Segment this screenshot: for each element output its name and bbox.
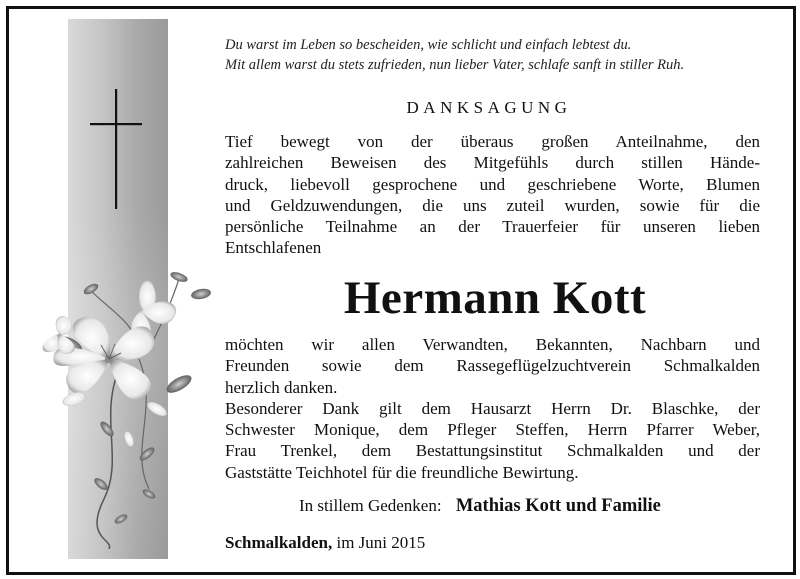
- memorial-verse: [225, 35, 765, 75]
- closing-line: [299, 496, 661, 517]
- text-line: Entschlafenen: [225, 238, 322, 258]
- notice-date: im Juni 2015: [336, 533, 426, 552]
- closing-prefix: In stillem Gedenken:: [299, 496, 442, 515]
- text-line: Tief bewegt von der überaus großen Anteilnahme, den: [225, 132, 760, 151]
- text-line: Freunden sowie dem Rassegeflügelzuchtverein Schmalkalden: [225, 356, 760, 376]
- thanks-paragraph-intro: [225, 131, 760, 259]
- text-line: und Geldzuwendungen, die uns zuteil wurden, sowie für die: [225, 195, 760, 215]
- obituary-notice: [6, 6, 796, 575]
- text-line: druck, liebevoll gesprochene und geschriebene Worte, Blumen: [225, 174, 760, 194]
- mourning-family: Mathias Kott und Familie: [455, 496, 661, 516]
- text-line: möchten wir allen Verwandten, Bekannten, Nachbarn und: [225, 335, 760, 354]
- thanks-paragraph-body: [225, 334, 760, 483]
- place-and-date: [225, 533, 425, 553]
- cross-icon: [90, 89, 142, 209]
- text-line: zahlreichen Beweisen des Mitgefühls durch stillen Hände-: [225, 153, 760, 173]
- verse-line-1: Du warst im Leben so bescheiden, wie schlicht und einfach lebtest du.: [225, 37, 632, 53]
- verse-line-2: Mit allem warst du stets zufrieden, nun lieber Vater, schlafe sanft in stiller Ruh.: [225, 57, 685, 73]
- lily-bouquet-illustration: [29, 249, 229, 549]
- deceased-name: Hermann Kott: [343, 272, 647, 324]
- text-line: Besonderer Dank gilt dem Hausarzt Herrn Dr. Blaschke, der: [225, 398, 760, 418]
- text-line: Frau Trenkel, dem Bestattungsinstitut Schmalkalden und der: [225, 441, 760, 461]
- text-line: Schwester Monique, dem Pfleger Steffen, Herrn Pfarrer Weber,: [225, 420, 760, 440]
- place-town: Schmalkalden,: [225, 533, 333, 552]
- text-line: persönliche Teilnahme an der Trauerfeier für unseren lieben: [225, 217, 760, 237]
- text-line: herzlich danken.: [225, 377, 338, 397]
- text-line: Gaststätte Teichhotel für die freundliche Bewirtung.: [225, 462, 579, 482]
- notice-heading: DANKSAGUNG: [406, 98, 572, 117]
